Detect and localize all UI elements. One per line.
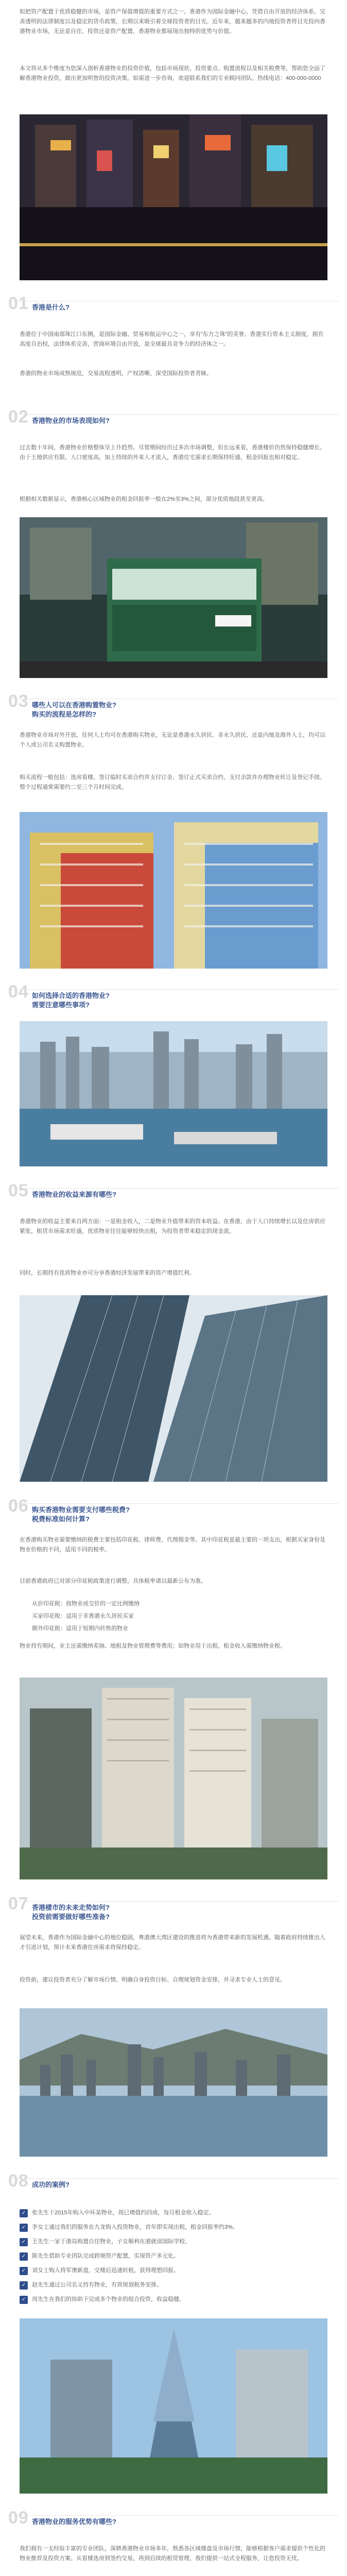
- body-paragraph: 物业持有期间，业主还需缴纳差饷、地租及物业管理费等费用；如物业用于出租，租金收入需缴纳物业税。: [20, 1643, 286, 1649]
- body-paragraph: 同时，长期持有优质物业亦可分享香港经济发展带来的资产增值红利。: [20, 1270, 195, 1276]
- section-title: 成功的案例?: [32, 2181, 70, 2189]
- section-divider: [8, 2515, 339, 2516]
- section-subtitle: 购买的流程是怎样的?: [32, 710, 96, 718]
- section-header-03: [0, 687, 347, 723]
- glass-towers-photo: [20, 1295, 327, 1482]
- case-item: [20, 2208, 327, 2221]
- list-item: [20, 1612, 327, 1624]
- section-title: 如何选择合适的香港物业?: [32, 992, 110, 999]
- section-header-01: [0, 290, 347, 326]
- section-title: 香港是什么?: [32, 303, 70, 311]
- case-item-text: 周先生在我们的协助下完成多个物业的组合投资，收益稳健。: [32, 2296, 185, 2302]
- apartment-towers-photo: [20, 1677, 327, 1879]
- case-item: [20, 2280, 327, 2293]
- section-number: 05: [8, 1181, 29, 1200]
- list-item-text: 额外印花税：适用于短期内转售的物业: [32, 1625, 128, 1632]
- section-divider: [8, 414, 339, 415]
- section-number: 01: [8, 294, 29, 313]
- list-item: [20, 1599, 327, 1612]
- section-subtitle: 投资前需要做好哪些准备?: [32, 1913, 110, 1921]
- check-icon: ✓: [20, 2252, 28, 2261]
- intro-paragraph: 本文将从多个维度为您深入剖析香港物业的投资价值，包括市场现状、投资要点、购置流程以及相关税费等，帮助您全面了解香港物业投资，做出更加明智的投资决策。如需进一步咨询，欢迎联系我们的专业顾问团队。热线电话：400-000-0000: [20, 65, 325, 81]
- section-header-05: [0, 1177, 347, 1213]
- section-title: 香港物业的服务优势有哪些?: [32, 2518, 116, 2526]
- harbour-skyline-photo: [20, 1021, 327, 1166]
- section-number: 03: [8, 691, 29, 711]
- body-paragraph: 目前香港政府已对部分印花税政策进行调整，具体税率请以最新公布为准。: [20, 1578, 206, 1584]
- section-header-09: [0, 2504, 347, 2540]
- body-paragraph: 根据相关数据显示，香港核心区域物业的租金回报率一般在2%至3%之间，部分优质地段甚至更高。: [20, 496, 268, 502]
- case-item-text: 李女士通过我们的服务在九龙购入投资物业，首年即实现出租，租金回报率约3%。: [32, 2224, 238, 2230]
- section-number: 06: [8, 1496, 29, 1516]
- section-number: 02: [8, 407, 29, 427]
- case-item: [20, 2295, 327, 2307]
- section-number: 08: [8, 2171, 29, 2191]
- check-icon: ✓: [20, 2224, 28, 2232]
- section-subtitle: 需要注意哪些事项?: [32, 1001, 90, 1009]
- check-icon: ✓: [20, 2296, 28, 2304]
- case-item-text: 陈先生借助专业团队完成跨境资产配置，实现资产多元化。: [32, 2253, 179, 2259]
- case-item: [20, 2251, 327, 2264]
- night-street-photo: [20, 114, 327, 280]
- section-divider: [8, 1188, 339, 1189]
- case-item-text: 赵先生通过公司名义持有物业，有效规划税务安排。: [32, 2282, 162, 2288]
- body-paragraph: 过去数十年间，香港物业价格整体呈上升趋势。尽管期间经历过多次市场调整，但长远来看，香港楼价仍然保持稳健增长。由于土地供应有限、人口密度高，加上持续的外来人才流入，香港住宅需求长期保持旺盛，租金回报也相对稳定。: [20, 445, 325, 461]
- victoria-harbour-photo: [20, 2008, 327, 2157]
- list-item-text: 从价印花税：按物业成交价的一定比例缴纳: [32, 1601, 140, 1607]
- section-number: 09: [8, 2508, 29, 2528]
- section-title: 香港物业的收益来源有哪些?: [32, 1191, 116, 1198]
- section-header-08: [0, 2167, 347, 2203]
- body-paragraph: 在香港购买物业需要缴纳的税费主要包括印花税、律师费、代理佣金等。其中印花税是最主要的一项支出，根据买家身份及物业价格的不同，适用不同的税率。: [20, 1537, 325, 1553]
- section-header-06: [0, 1492, 347, 1528]
- section-header-04: [0, 978, 347, 1014]
- section-divider: [8, 1901, 339, 1902]
- section-title: 香港物业的市场表现如何?: [32, 417, 110, 425]
- body-paragraph: 展望未来，香港作为国际金融中心的地位稳固，粤港澳大湾区建设的推进将为香港带来新的发展机遇。随着政府持续推出人才引进计划，预计未来香港住房需求将保持稳定。: [20, 1935, 325, 1951]
- intro-paragraph: 拟把资产配置于优质稳健的市场，是资产保值增值的重要方式之一。香港作为国际金融中心，凭借自由开放的经济体系、完善透明的法律制度以及稳定的货币政策，长期以来吸引着全球投资者的目光。近年来，越来越多的内地投资者将目光投向香港物业市场，无论是自住、投资还是资产配置，香港物业都展现出独特的优势与价值。: [20, 9, 325, 35]
- case-item: [20, 2237, 327, 2249]
- tram-street-photo: [20, 517, 327, 678]
- body-paragraph: 购买流程一般包括：选房看楼、签订临时买卖合约并支付订金、签订正式买卖合约、支付余款并办理物业转让及登记手续。整个过程通常需要约二至三个月时间完成。: [20, 774, 325, 790]
- check-icon: ✓: [20, 2238, 28, 2246]
- case-item-text: 张先生于2015年购入中环某物业，现已增值约四成，每月租金收入稳定。: [32, 2210, 215, 2216]
- case-item-text: 王先生一家于港岛购置自住物业，子女顺利在港就读国际学校。: [32, 2239, 190, 2245]
- bank-tower-photo: [20, 2318, 327, 2494]
- section-divider: [8, 1503, 339, 1504]
- check-icon: ✓: [20, 2209, 28, 2217]
- section-title: 购买香港物业需要支付哪些税费?: [32, 1506, 130, 1514]
- body-paragraph: 香港的物业市场成熟规范，交易流程透明，产权清晰，深受国际投资者青睐。: [20, 370, 212, 377]
- case-item: [20, 2223, 327, 2235]
- body-paragraph: 我们拥有一支经验丰富的专业团队，深耕香港物业市场多年，熟悉各区域楼盘及市场行情，能够根据客户需求提供个性化的物业推荐及投资方案。从看楼选房到签约交易，再到后续的租赁管理，我们提供一站式全程服务，让您投资无忧。: [20, 2546, 325, 2562]
- body-paragraph: 香港位于中国南部珠江口东侧，是国际金融、贸易和航运中心之一，享有“东方之珠”的美誉。香港实行资本主义制度，拥有高度自治权，法律体系完善，营商环境自由开放，是全球最具竞争力的经济体之一。: [20, 331, 324, 347]
- section-title: 香港楼市的未来走势如何?: [32, 1904, 110, 1911]
- section-divider: [8, 2178, 339, 2179]
- section-header-02: [0, 403, 347, 439]
- residential-blocks-photo: [20, 812, 327, 969]
- section-number: 07: [8, 1894, 29, 1913]
- section-subtitle: 税费标准如何计算?: [32, 1515, 90, 1523]
- body-paragraph: 香港物业市场对外开放，任何人士均可在香港购买物业，无论是香港永久居民、非永久居民，还是内地及海外人士，均可以个人或公司名义购置物业。: [20, 732, 325, 748]
- list-item: [20, 1624, 327, 1636]
- check-icon: ✓: [20, 2267, 28, 2275]
- case-item-text: 刘女士购入将军澳新盘，交楼后迅速转租，获得理想回报。: [32, 2267, 179, 2274]
- section-divider: [8, 989, 339, 990]
- section-title: 哪些人可以在香港购置物业?: [32, 701, 116, 709]
- body-paragraph: 香港物业的收益主要来自两方面：一是租金收入，二是物业升值带来的资本收益。在香港，由于人口持续增长以及住房供应紧张，租赁市场需求旺盛，优质物业往往能够较快出租，为投资者带来稳定的现金流。: [20, 1218, 325, 1234]
- body-paragraph: 投资前，建议投资者充分了解市场行情、明确自身投资目标、合理规划资金安排，并寻求专业人士的意见。: [20, 1977, 286, 1983]
- section-header-07: [0, 1890, 347, 1926]
- section-number: 04: [8, 982, 29, 1002]
- case-item: [20, 2266, 327, 2278]
- check-icon: ✓: [20, 2281, 28, 2290]
- list-item-text: 买家印花税：适用于非香港永久居民买家: [32, 1613, 134, 1619]
